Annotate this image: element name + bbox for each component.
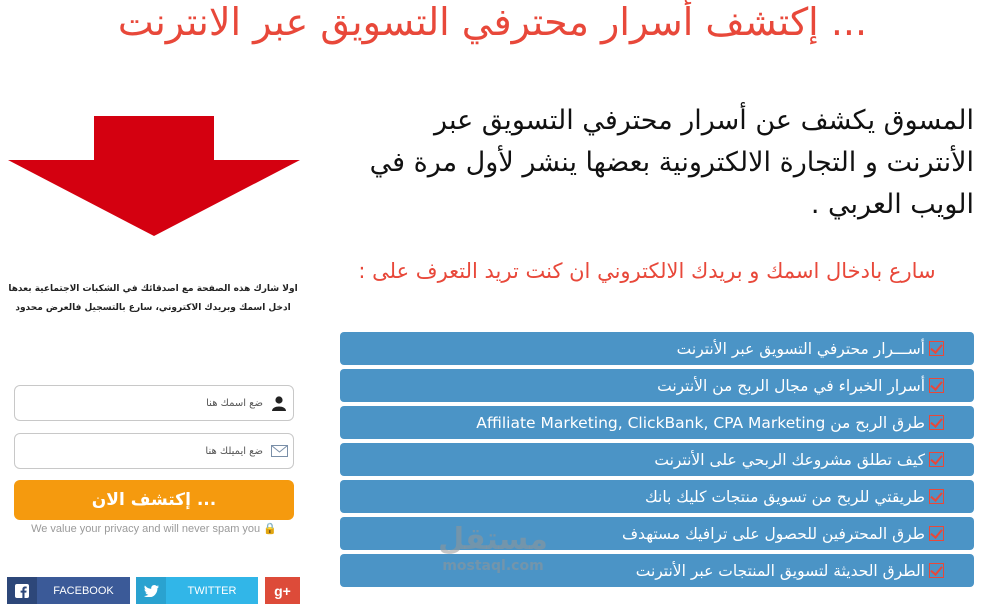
google-plus-icon: g+ [274,582,291,599]
share-instructions: اولا شارك هذه الصفحة مع اصدقائك في الشكبات الاجتماعية بعدها ادخل اسمك وبريدك الاكتروني، سارع بالتسجيل فالعرض محدود [8,284,298,313]
checkbox-check-icon [929,563,944,578]
feature-text: الطرق الحديثة لتسويق المنتجات عبر الأنترنت [635,561,925,580]
envelope-icon [265,434,293,468]
feature-item [340,369,974,402]
google-plus-share-button[interactable] [265,577,300,604]
checkbox-check-icon [929,489,944,504]
facebook-share-button[interactable] [7,577,130,604]
watermark-logo [430,522,556,574]
facebook-label: FACEBOOK [53,584,114,597]
feature-text: أسرار الخبراء في مجال الربح من الأنترنت [657,376,925,395]
feature-text: طرق الربح من Affiliate Marketing, ClickBank, CPA Marketing [476,413,925,432]
page-headline: إكتشف أسرار محترفي التسويق عبر الانترنت ... [117,0,868,44]
feature-text: أســـرار محترفي التسويق عبر الأنترنت [676,339,925,358]
checkbox-check-icon [929,452,944,467]
name-input[interactable] [15,388,265,418]
checkbox-check-icon [929,378,944,393]
feature-item [340,406,974,439]
twitter-label: TWITTER [187,584,237,597]
twitter-share-button[interactable] [136,577,258,604]
watermark-arabic: مستقل [438,522,548,557]
twitter-icon [136,577,166,604]
checkbox-check-icon [929,415,944,430]
feature-text: طريقتي للربح من تسويق منتجات كليك بانك [644,487,925,506]
name-field[interactable] [14,385,294,421]
email-field[interactable] [14,433,294,469]
email-input[interactable] [15,436,265,466]
feature-text: طرق المحترفين للحصول على ترافيك مستهدف [621,524,925,543]
down-arrow-icon [8,116,300,236]
call-to-action: سارع بادخال اسمك و بريدك الالكتروني ان كنت تريد التعرف على : [358,259,936,283]
lock-icon: 🔒 [263,523,277,535]
privacy-text: We value your privacy and will never spam you [31,523,261,535]
checkbox-check-icon [929,341,944,356]
watermark-latin: mostaql.com [442,558,544,574]
privacy-note [14,522,294,535]
submit-button[interactable]: إكتشف الان ... [14,480,294,520]
feature-item [340,332,974,365]
feature-text: كيف تطلق مشروعك الربحي على الأنترنت [654,450,925,469]
intro-text: المسوق يكشف عن أسرار محترفي التسويق عبر الأنترنت و التجارة الالكترونية بعضها ينشر لأول مرة في الويب العربي . [369,105,974,220]
feature-item [340,480,974,513]
user-icon [265,386,293,420]
facebook-icon [7,577,37,604]
feature-item [340,443,974,476]
checkbox-check-icon [929,526,944,541]
